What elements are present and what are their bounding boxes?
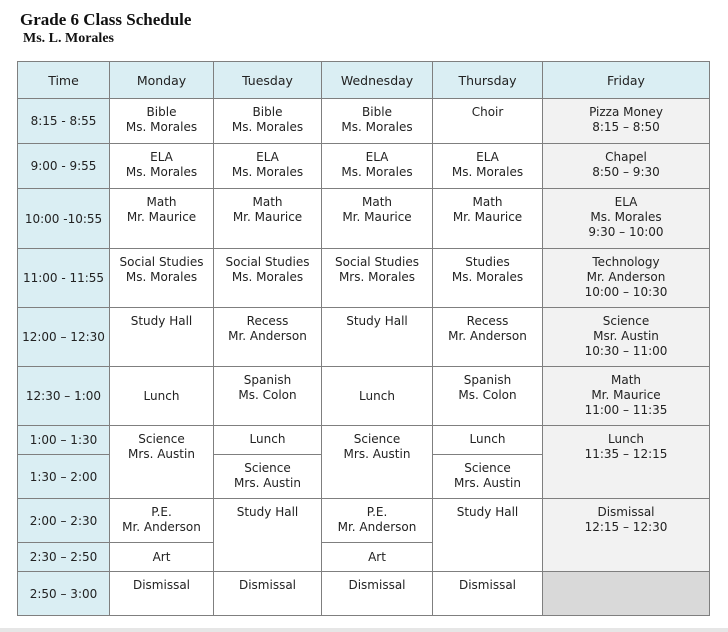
cell-line: 10:30 – 11:00 bbox=[584, 344, 668, 358]
cell-line: Ms. Morales bbox=[125, 165, 198, 179]
time-slot: 9:00 - 9:55 bbox=[18, 144, 110, 189]
cell-line: 10:00 – 10:30 bbox=[584, 285, 668, 299]
schedule-cell bbox=[433, 189, 543, 249]
cell-line: Study Hall bbox=[130, 314, 193, 328]
table-row bbox=[18, 499, 710, 543]
column-header-tuesday: Tuesday bbox=[214, 62, 322, 99]
time-slot: 11:00 - 11:55 bbox=[18, 249, 110, 308]
cell-line: Ms. Morales bbox=[341, 165, 413, 179]
schedule-cell bbox=[110, 572, 214, 616]
column-header-thursday: Thursday bbox=[433, 62, 543, 99]
schedule-cell bbox=[433, 308, 543, 367]
cell-line: 8:50 – 9:30 bbox=[592, 165, 660, 179]
cell-line: P.E. bbox=[151, 505, 172, 519]
table-row bbox=[18, 189, 710, 249]
table-row bbox=[18, 367, 710, 426]
cell-line: Mr. Anderson bbox=[448, 329, 527, 343]
schedule-cell bbox=[322, 189, 433, 249]
schedule-cell bbox=[214, 426, 322, 455]
cell-line: Bible bbox=[146, 105, 177, 119]
cell-line: Study Hall bbox=[456, 505, 519, 519]
cell-line: Mrs. Morales bbox=[338, 270, 416, 284]
schedule-cell bbox=[214, 249, 322, 308]
cell-line: Mr. Anderson bbox=[228, 329, 307, 343]
cell-line: Spanish bbox=[243, 373, 292, 387]
schedule-cell bbox=[433, 455, 543, 499]
schedule-cell bbox=[110, 308, 214, 367]
cell-line: Ms. Morales bbox=[231, 165, 304, 179]
cell-line: Study Hall bbox=[346, 314, 408, 328]
cell-line: Ms. Morales bbox=[341, 120, 413, 134]
schedule-cell bbox=[214, 572, 322, 616]
schedule-cell bbox=[543, 367, 710, 426]
cell-line: Mrs. Austin bbox=[343, 447, 411, 461]
cell-line: Mr. Anderson bbox=[337, 520, 417, 534]
schedule-cell bbox=[543, 499, 710, 572]
cell-line: Social Studies bbox=[119, 255, 204, 269]
cell-line: Chapel bbox=[605, 150, 647, 164]
cell-line: Science bbox=[244, 461, 291, 475]
cell-line: Dismissal bbox=[132, 578, 191, 592]
cell-line: Ms. Morales bbox=[590, 210, 662, 224]
cell-line: Math bbox=[252, 195, 283, 209]
cell-line: Mr. Maurice bbox=[126, 210, 197, 224]
schedule-cell bbox=[110, 543, 214, 572]
cell-line: 11:35 – 12:15 bbox=[584, 447, 668, 461]
cell-line: Science bbox=[464, 461, 511, 475]
header-row bbox=[18, 62, 710, 99]
cell-line: Ms. Colon bbox=[238, 388, 297, 402]
cell-line: Science bbox=[353, 432, 401, 446]
cell-line: Recess bbox=[466, 314, 509, 328]
schedule-cell bbox=[433, 572, 543, 616]
schedule-cell bbox=[322, 249, 433, 308]
schedule-cell bbox=[433, 426, 543, 455]
column-header-monday: Monday bbox=[110, 62, 214, 99]
cell-line: Art bbox=[152, 549, 171, 564]
time-slot: 12:00 – 12:30 bbox=[18, 308, 110, 367]
column-header-time: Time bbox=[18, 62, 110, 99]
cell-line: 11:00 – 11:35 bbox=[584, 403, 668, 417]
cell-line: Pizza Money bbox=[589, 105, 663, 119]
cell-line: Lunch bbox=[143, 388, 180, 403]
schedule-cell bbox=[110, 189, 214, 249]
table-row bbox=[18, 426, 710, 455]
cell-line: Math bbox=[472, 195, 503, 209]
schedule-cell bbox=[214, 189, 322, 249]
schedule-cell bbox=[322, 499, 433, 543]
cell-line: Bible bbox=[362, 105, 392, 119]
schedule-cell bbox=[110, 144, 214, 189]
schedule-cell bbox=[322, 367, 433, 426]
time-slot: 2:00 – 2:30 bbox=[18, 499, 110, 543]
time-slot: 2:50 – 3:00 bbox=[18, 572, 110, 616]
cell-line: Mrs. Austin bbox=[234, 476, 301, 490]
cell-line: Mr. Maurice bbox=[452, 210, 523, 224]
schedule-cell bbox=[214, 99, 322, 144]
column-header-wednesday: Wednesday bbox=[322, 62, 433, 99]
cell-line: Dismissal bbox=[238, 578, 297, 592]
schedule-cell bbox=[322, 572, 433, 616]
cell-line: ELA bbox=[365, 150, 389, 164]
schedule-cell bbox=[433, 99, 543, 144]
schedule-cell bbox=[110, 249, 214, 308]
schedule-cell bbox=[322, 144, 433, 189]
time-slot: 10:00 -10:55 bbox=[18, 189, 110, 249]
cell-line: Ms. Morales bbox=[125, 120, 198, 134]
cell-line: 9:30 – 10:00 bbox=[588, 225, 664, 239]
cell-line: Science bbox=[138, 432, 185, 446]
schedule-cell bbox=[322, 308, 433, 367]
schedule-cell bbox=[543, 189, 710, 249]
schedule-cell bbox=[543, 144, 710, 189]
schedule-cell bbox=[110, 426, 214, 499]
document-header bbox=[20, 10, 191, 48]
time-slot: 2:30 – 2:50 bbox=[18, 543, 110, 572]
cell-line: Technology bbox=[592, 255, 660, 269]
page-bottom-edge bbox=[0, 628, 728, 632]
cell-line: Dismissal bbox=[348, 578, 406, 592]
table-row bbox=[18, 308, 710, 367]
schedule-cell bbox=[110, 99, 214, 144]
schedule-cell bbox=[110, 499, 214, 543]
cell-line: Lunch bbox=[608, 432, 644, 446]
cell-line: Art bbox=[368, 549, 386, 564]
schedule-cell bbox=[543, 249, 710, 308]
schedule-cell bbox=[543, 426, 710, 499]
cell-line: Spanish bbox=[463, 373, 512, 387]
cell-line: Ms. Morales bbox=[231, 270, 304, 284]
cell-line: Lunch bbox=[469, 432, 506, 446]
cell-line: ELA bbox=[476, 150, 499, 164]
cell-line: Ms. Colon bbox=[458, 388, 517, 402]
cell-line: ELA bbox=[256, 150, 279, 164]
column-header-friday: Friday bbox=[543, 62, 710, 99]
schedule-cell bbox=[322, 426, 433, 499]
cell-line: Mr. Maurice bbox=[591, 388, 661, 402]
teacher-name: Ms. L. Morales bbox=[23, 31, 114, 46]
schedule-cell bbox=[433, 499, 543, 572]
schedule-title: Grade 6 Class Schedule bbox=[20, 10, 192, 29]
cell-line: Ms. Morales bbox=[125, 270, 198, 284]
cell-line: Ms. Morales bbox=[451, 165, 524, 179]
schedule-cell bbox=[214, 455, 322, 499]
schedule-cell bbox=[322, 543, 433, 572]
schedule-cell bbox=[543, 308, 710, 367]
schedule-cell bbox=[214, 499, 322, 572]
cell-line: 8:15 – 8:50 bbox=[592, 120, 660, 134]
table-row bbox=[18, 572, 710, 616]
cell-line: Choir bbox=[471, 105, 504, 119]
time-slot: 1:00 – 1:30 bbox=[18, 426, 110, 455]
schedule-cell bbox=[543, 99, 710, 144]
schedule-cell bbox=[214, 367, 322, 426]
time-slot: 12:30 – 1:00 bbox=[18, 367, 110, 426]
schedule-cell bbox=[433, 144, 543, 189]
cell-line: Math bbox=[610, 373, 642, 387]
schedule-cell bbox=[110, 367, 214, 426]
cell-line: Social Studies bbox=[225, 255, 310, 269]
cell-line: ELA bbox=[614, 195, 638, 209]
cell-line: Bible bbox=[252, 105, 283, 119]
schedule-cell bbox=[433, 367, 543, 426]
cell-line: Math bbox=[146, 195, 177, 209]
cell-line: Math bbox=[361, 195, 393, 209]
cell-line: P.E. bbox=[366, 505, 388, 519]
cell-line: Ms. Morales bbox=[451, 270, 524, 284]
cell-line: Mr. Anderson bbox=[122, 520, 201, 534]
schedule-cell bbox=[214, 308, 322, 367]
table-row bbox=[18, 144, 710, 189]
schedule-cell bbox=[433, 249, 543, 308]
cell-line: Mr. Anderson bbox=[586, 270, 666, 284]
cell-line: Studies bbox=[465, 255, 510, 269]
time-slot: 1:30 – 2:00 bbox=[18, 455, 110, 499]
table-row bbox=[18, 99, 710, 144]
time-slot: 8:15 - 8:55 bbox=[18, 99, 110, 144]
cell-line: Social Studies bbox=[335, 255, 419, 269]
cell-line: Lunch bbox=[249, 432, 286, 446]
schedule-table bbox=[17, 61, 710, 616]
empty-cell bbox=[543, 572, 710, 616]
cell-line: Dismissal bbox=[597, 505, 655, 519]
cell-line: Dismissal bbox=[458, 578, 517, 592]
cell-line: Mrs. Austin bbox=[454, 476, 521, 490]
cell-line: Recess bbox=[246, 314, 289, 328]
cell-line: Science bbox=[602, 314, 650, 328]
cell-line: ELA bbox=[150, 150, 173, 164]
cell-line: Mr. Maurice bbox=[232, 210, 303, 224]
cell-line: Mr. Maurice bbox=[342, 210, 412, 224]
cell-line: Lunch bbox=[359, 388, 395, 403]
cell-line: Mrs. Austin bbox=[128, 447, 195, 461]
schedule-cell bbox=[322, 99, 433, 144]
cell-line: 12:15 – 12:30 bbox=[584, 520, 668, 534]
table-row bbox=[18, 249, 710, 308]
schedule-cell bbox=[214, 144, 322, 189]
cell-line: Study Hall bbox=[236, 505, 299, 519]
cell-line: Ms. Morales bbox=[231, 120, 304, 134]
cell-line: Msr. Austin bbox=[593, 329, 659, 343]
